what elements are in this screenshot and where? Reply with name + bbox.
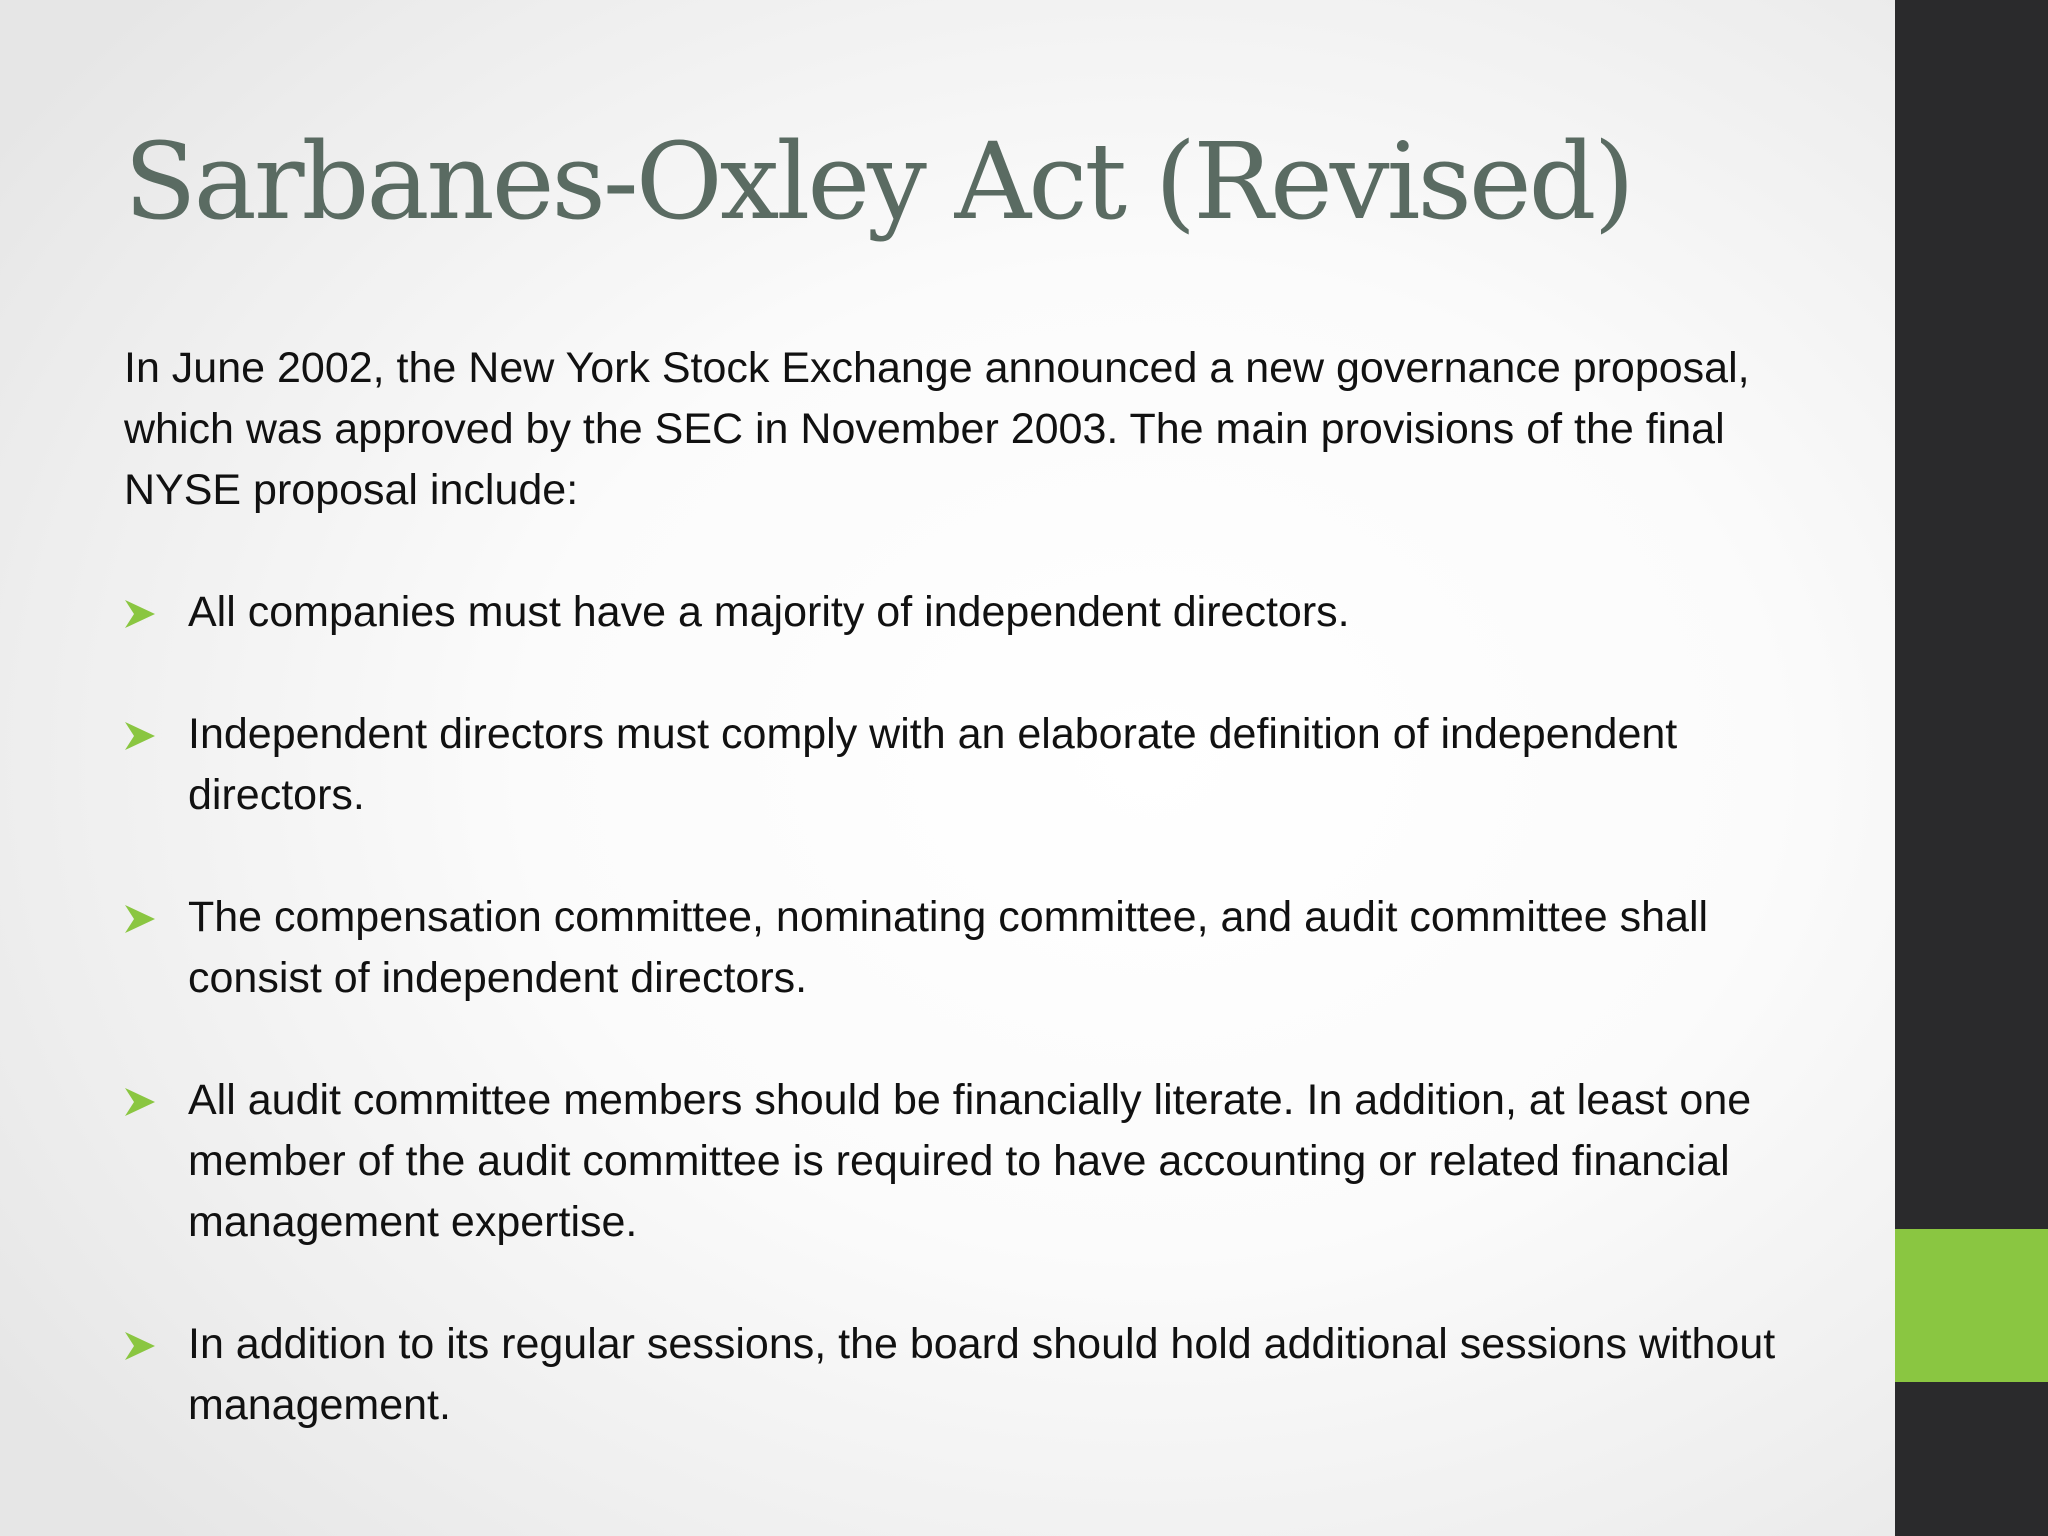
bullet-text: All audit committee members should be financially literate. In addition, at least one member of the audit committee is required to have accounting or related financial management expertise.: [188, 1076, 1752, 1246]
arrow-bullet-icon: [124, 720, 156, 752]
arrow-bullet-icon: [124, 1086, 156, 1118]
arrow-bullet-icon: [124, 903, 156, 935]
bullet-text: In addition to its regular sessions, the board should hold additional sessions without management.: [188, 1320, 1776, 1429]
bullet-text: The compensation committee, nominating committee, and audit committee shall consist of independent directors.: [188, 893, 1709, 1002]
bullet-item: [124, 1070, 1804, 1253]
intro-paragraph: In June 2002, the New York Stock Exchange announced a new governance proposal, which was approved by the SEC in November 2003. The main provisions of the final NYSE proposal include:: [124, 344, 1750, 514]
bullet-item: [124, 704, 1804, 826]
bullet-item: [124, 582, 1804, 643]
side-accent-block: [1895, 1229, 2048, 1382]
bullet-item: [124, 1314, 1804, 1436]
slide-body: [124, 338, 1804, 1497]
bullet-text: Independent directors must comply with an elaborate definition of independent directors.: [188, 710, 1678, 819]
bullet-item: [124, 887, 1804, 1009]
bullet-text: All companies must have a majority of independent directors.: [188, 588, 1350, 636]
arrow-bullet-icon: [124, 598, 156, 630]
slide-title: Sarbanes-Oxley Act (Revised): [124, 120, 1632, 243]
arrow-bullet-icon: [124, 1330, 156, 1362]
bullet-list: [124, 582, 1804, 1436]
